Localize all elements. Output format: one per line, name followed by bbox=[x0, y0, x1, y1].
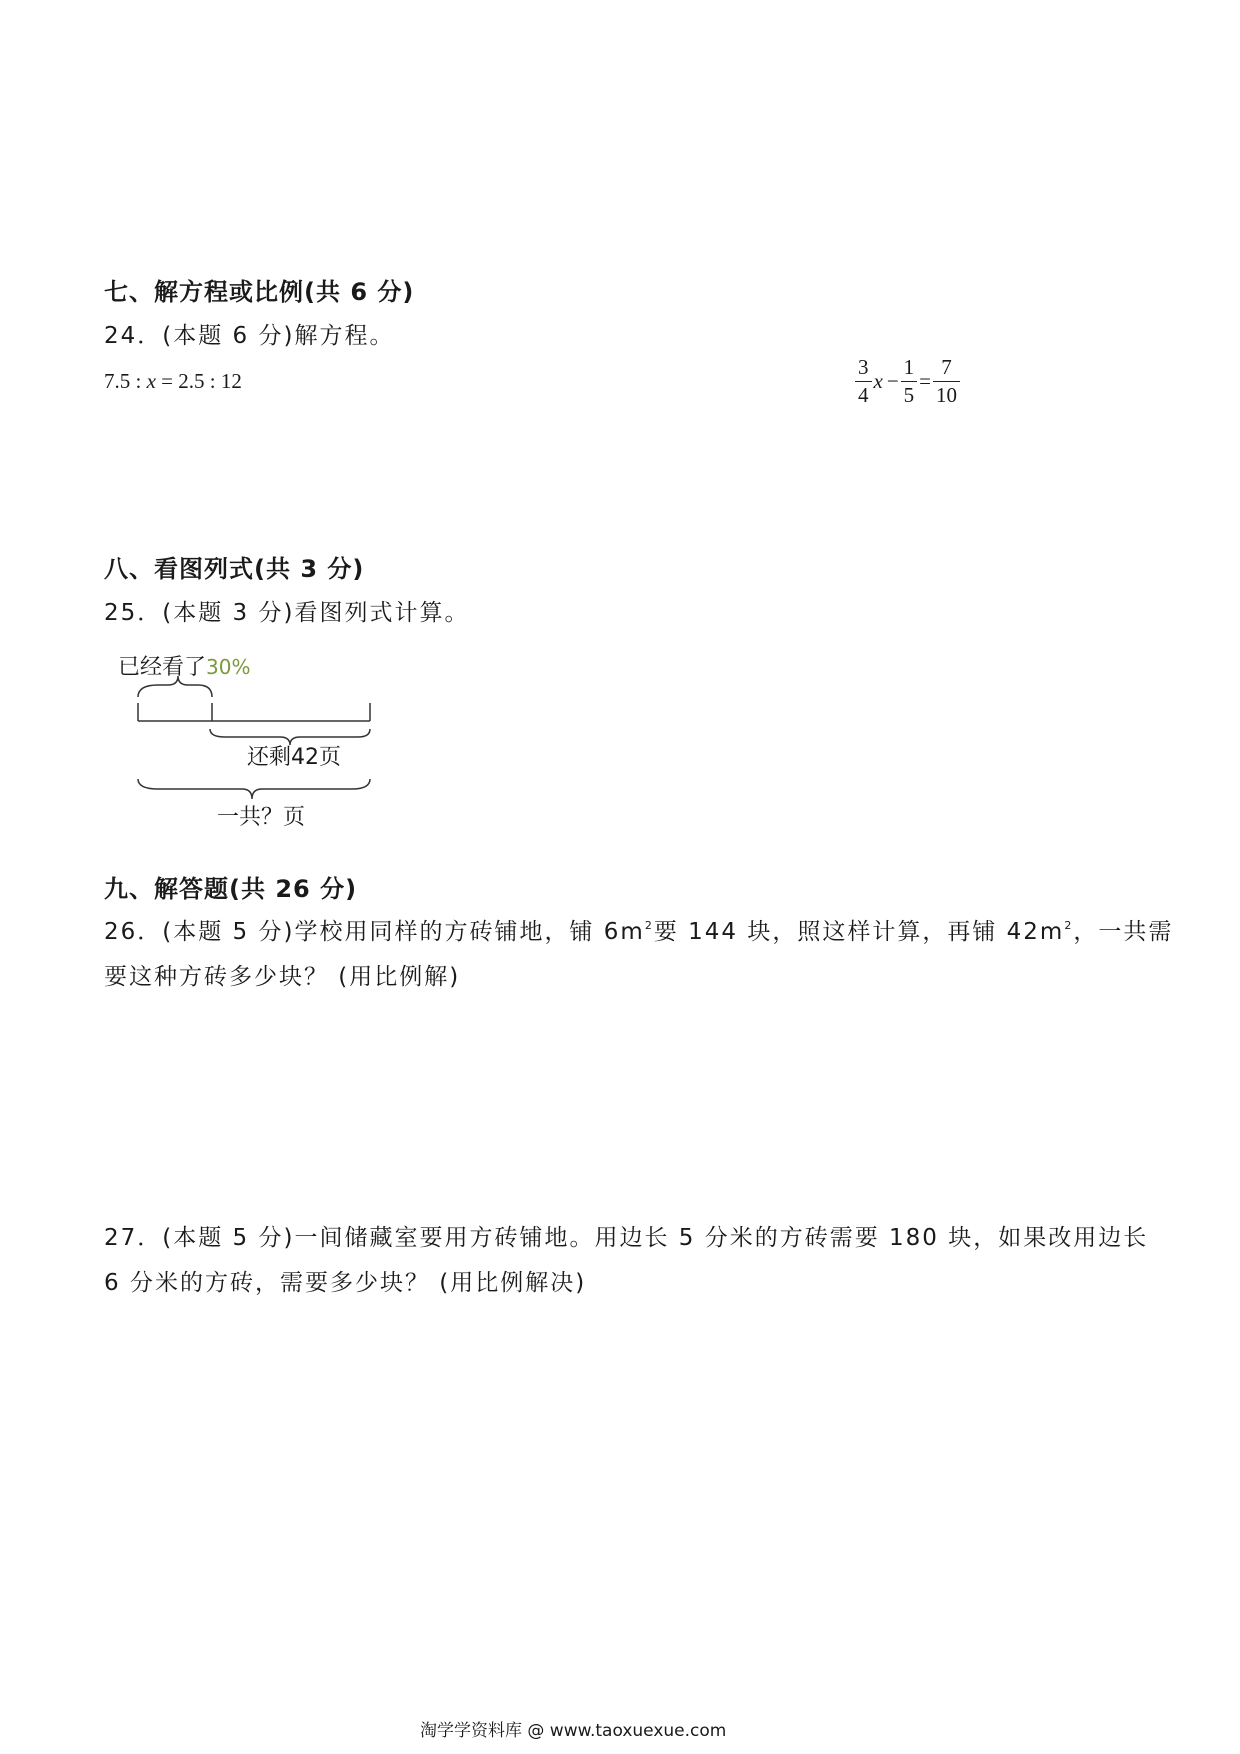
read-percent: 30% bbox=[206, 655, 251, 679]
fraction-denominator: 5 bbox=[903, 383, 915, 407]
section-8-title: 八、看图列式(共 3 分) bbox=[104, 555, 365, 583]
equals-sign: = bbox=[919, 369, 932, 393]
fraction-three-quarters bbox=[855, 357, 872, 406]
question-27-line-1: 27．(本题 5 分)一间储藏室要用方砖铺地。用边长 5 分米的方砖需要 180 块，如果改用边长 bbox=[104, 1225, 1149, 1251]
equation-2 bbox=[855, 357, 960, 406]
question-24-text: 24．(本题 6 分)解方程。 bbox=[104, 323, 395, 349]
fraction-numerator: 3 bbox=[855, 357, 872, 382]
fraction-denominator: 4 bbox=[858, 383, 869, 407]
fraction-numerator: 7 bbox=[933, 357, 960, 382]
fraction-one-fifth bbox=[901, 357, 918, 406]
fraction-seven-tenths bbox=[933, 357, 960, 406]
question-25-text: 25．(本题 3 分)看图列式计算。 bbox=[104, 600, 470, 626]
equation-1 bbox=[104, 369, 242, 394]
footer-watermark: 淘学学资料库 @ www.taoxuexue.com bbox=[420, 1721, 727, 1741]
equation-1-right: = 2.5 : 12 bbox=[161, 369, 242, 393]
equation-1-variable: x bbox=[146, 369, 156, 393]
read-label-prefix: 已经看了 bbox=[118, 655, 207, 680]
equation-1-left: 7.5 : bbox=[104, 369, 142, 393]
question-27-line-2: 6 分米的方砖，需要多少块？ (用比例解决) bbox=[104, 1270, 587, 1296]
question-26-part-c: ，一共需 bbox=[1073, 919, 1174, 945]
read-brace bbox=[138, 676, 212, 697]
fraction-denominator: 10 bbox=[936, 383, 958, 407]
section-7-title: 七、解方程或比例(共 6 分) bbox=[104, 278, 415, 306]
total-line bbox=[138, 703, 370, 721]
superscript: 2 bbox=[1064, 919, 1074, 932]
total-brace bbox=[138, 779, 370, 799]
question-26-line-1 bbox=[104, 913, 1173, 946]
fraction-numerator: 1 bbox=[901, 357, 918, 382]
total-label: 一共？页 bbox=[217, 805, 306, 830]
question-26-part-a: 26．(本题 5 分)学校用同样的方砖铺地，铺 6m bbox=[104, 919, 645, 945]
superscript: 2 bbox=[644, 919, 654, 932]
equation-2-variable: x bbox=[873, 369, 883, 393]
section-9-title: 九、解答题(共 26 分) bbox=[104, 875, 358, 903]
remaining-label: 还剩42页 bbox=[247, 745, 341, 770]
minus-sign: − bbox=[886, 369, 899, 393]
question-26-line-2: 要这种方砖多少块？ (用比例解) bbox=[104, 964, 461, 990]
question-26-part-b: 要 144 块，照这样计算，再铺 42m bbox=[653, 919, 1065, 945]
